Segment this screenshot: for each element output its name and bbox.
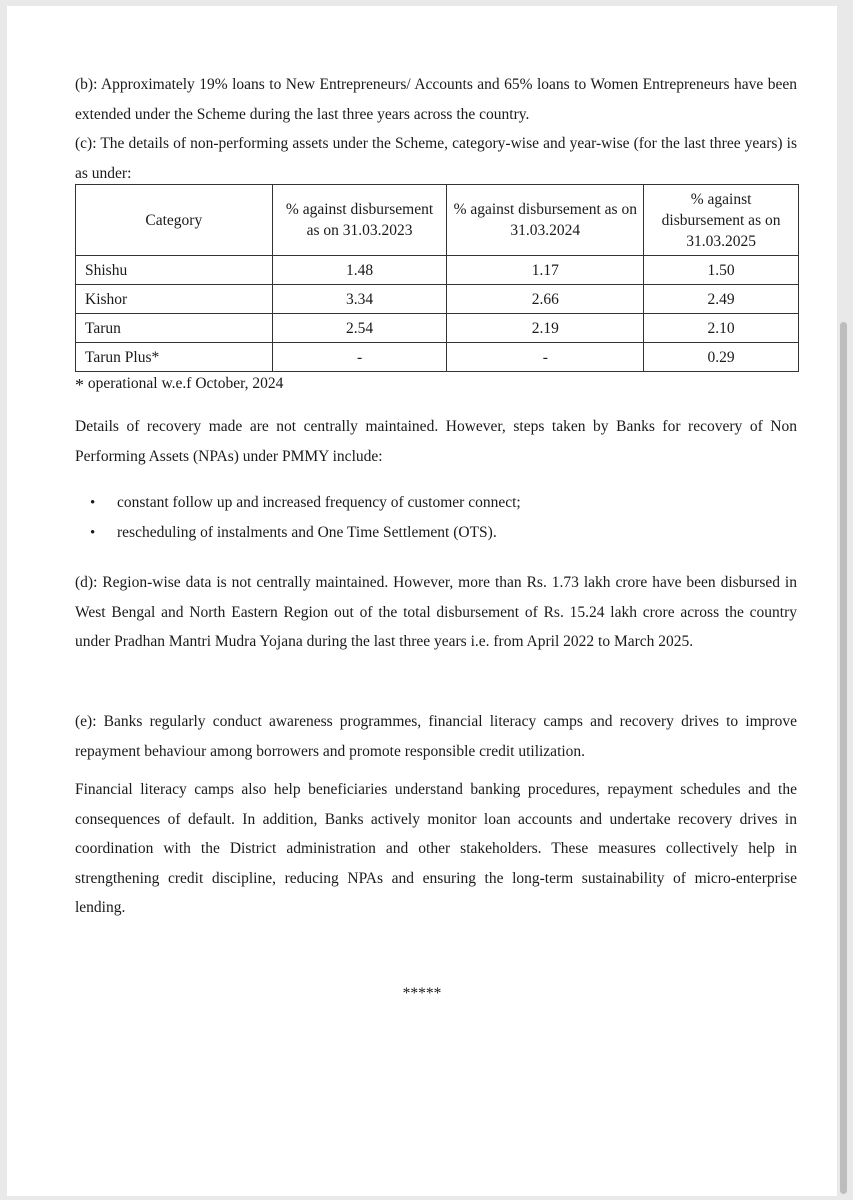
footnote-text: operational w.e.f October, 2024 — [87, 375, 284, 392]
recovery-steps-list — [75, 488, 797, 548]
table-footnote — [75, 375, 283, 396]
paragraph-recovery: Details of recovery made are not centrally maintained. However, steps taken by Banks for recovery of Non Performing Assets (NPAs) under PMMY include: — [75, 418, 797, 465]
cell-2025: 0.29 — [644, 343, 799, 372]
cell-2023: 2.54 — [272, 314, 447, 343]
cell-2023: - — [272, 343, 447, 372]
table-row — [76, 285, 799, 314]
npa-table — [75, 184, 799, 372]
paragraph-b: (b): Approximately 19% loans to New Entrepreneurs/ Accounts and 65% loans to Women Entrepreneurs have been extended under the Scheme during the last three years across the country. — [75, 76, 797, 123]
table-row — [76, 314, 799, 343]
paragraph-d: (d): Region-wise data is not centrally maintained. However, more than Rs. 1.73 lakh crore have been disbursed in West Bengal and North Eastern Region out of the total disbursement of Rs. 15.24 lakh crore across the country under Pradhan Mantri Mudra Yojana during the last three years i.e. from April 2022 to March 2025. — [75, 574, 797, 650]
cell-2023: 1.48 — [272, 256, 447, 285]
paragraph-literacy: Financial literacy camps also help beneficiaries understand banking procedures, repayment schedules and the consequences of default. In addition, Banks actively monitor loan accounts and undertake recovery drives in coordination with the District administration and other stakeholders. These measures collectively help in strengthening credit discipline, reducing NPAs and ensuring the long-term sustainability of micro-enterprise lending. — [75, 781, 797, 916]
cell-2024: - — [447, 343, 644, 372]
list-item-text: rescheduling of instalments and One Time Settlement (OTS). — [117, 524, 497, 541]
paragraph-c: (c): The details of non-performing assets under the Scheme, category-wise and year-wise (for the last three years) is as under: — [75, 135, 797, 182]
list-item — [75, 518, 797, 548]
row-category: Tarun Plus* — [76, 343, 273, 372]
cell-2024: 1.17 — [447, 256, 644, 285]
bullet-icon: • — [90, 495, 96, 511]
end-marker: ***** — [402, 985, 442, 1002]
bullet-icon: • — [90, 525, 96, 541]
table-row — [76, 256, 799, 285]
cell-2024: 2.66 — [447, 285, 644, 314]
row-category: Kishor — [76, 285, 273, 314]
document-page — [7, 6, 837, 1196]
vertical-scrollbar[interactable] — [840, 322, 847, 1194]
row-category: Tarun — [76, 314, 273, 343]
row-category: Shishu — [76, 256, 273, 285]
cell-2025: 2.49 — [644, 285, 799, 314]
cell-2023: 3.34 — [272, 285, 447, 314]
paragraph-e: (e): Banks regularly conduct awareness programmes, financial literacy camps and recovery drives to improve repayment behaviour among borrowers and promote responsible credit utilization. — [75, 713, 797, 760]
table-header-row — [76, 185, 799, 256]
header-category: Category — [76, 185, 273, 256]
table-row — [76, 343, 799, 372]
list-item — [75, 488, 797, 518]
cell-2025: 1.50 — [644, 256, 799, 285]
list-item-text: constant follow up and increased frequency of customer connect; — [117, 494, 521, 511]
header-2025: % against disbursement as on 31.03.2025 — [644, 185, 799, 256]
header-2024: % against disbursement as on 31.03.2024 — [447, 185, 644, 256]
cell-2024: 2.19 — [447, 314, 644, 343]
footnote-star: * — [75, 375, 84, 395]
header-2023: % against disbursement as on 31.03.2023 — [272, 185, 447, 256]
cell-2025: 2.10 — [644, 314, 799, 343]
